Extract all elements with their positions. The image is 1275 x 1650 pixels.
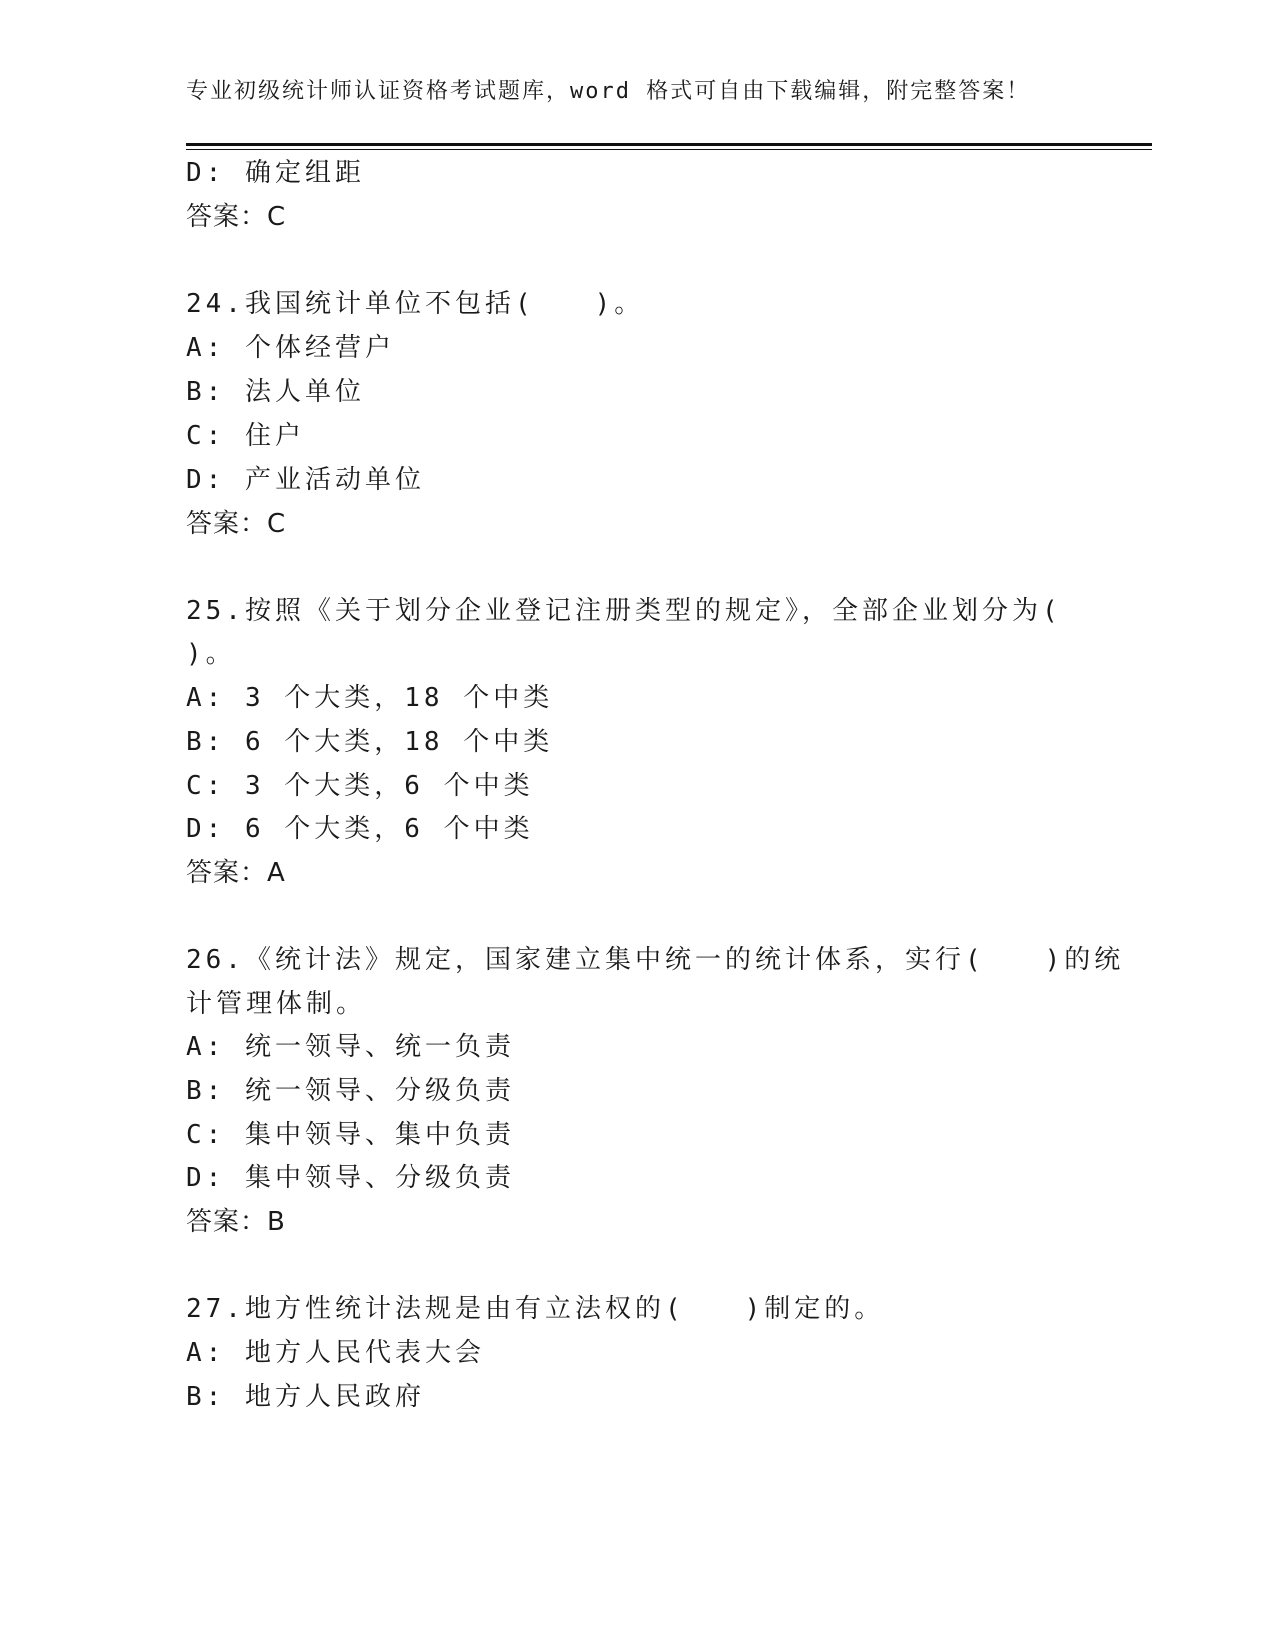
- option-line: A: 个体经营户: [186, 333, 395, 363]
- answer-line: 答案：C: [186, 202, 287, 232]
- option-line: D: 集中领导、分级负责: [186, 1163, 515, 1193]
- option-line: B: 法人单位: [186, 377, 365, 407]
- option-line: A: 3 个大类，18 个中类: [186, 683, 554, 713]
- question-line: 26.《统计法》规定，国家建立集中统一的统计体系，实行( )的统: [186, 945, 1125, 975]
- question-line: 24.我国统计单位不包括( )。: [186, 289, 645, 319]
- question-line: 计管理体制。: [186, 989, 367, 1019]
- option-line: A: 地方人民代表大会: [186, 1338, 485, 1368]
- header-rule-thick: [186, 143, 1152, 146]
- answer-line: 答案：C: [186, 509, 287, 539]
- header-rule-thin: [186, 149, 1152, 150]
- option-line: B: 统一领导、分级负责: [186, 1076, 515, 1106]
- answer-line: 答案：A: [186, 858, 286, 888]
- page-header: 专业初级统计师认证资格考试题库，word 格式可自由下载编辑，附完整答案！: [186, 79, 1031, 104]
- option-line: D: 6 个大类，6 个中类: [186, 814, 534, 844]
- option-line: B: 6 个大类，18 个中类: [186, 727, 554, 757]
- question-line: )。: [186, 639, 236, 669]
- option-line: C: 集中领导、集中负责: [186, 1120, 515, 1150]
- option-line: A: 统一领导、统一负责: [186, 1032, 515, 1062]
- option-line: B: 地方人民政府: [186, 1382, 425, 1412]
- question-line: 25.按照《关于划分企业登记注册类型的规定》，全部企业划分为(: [186, 596, 1062, 626]
- option-line: D: 确定组距: [186, 158, 365, 188]
- answer-line: 答案：B: [186, 1207, 286, 1237]
- option-line: C: 住户: [186, 421, 305, 451]
- option-line: C: 3 个大类，6 个中类: [186, 771, 534, 801]
- option-line: D: 产业活动单位: [186, 465, 425, 495]
- question-line: 27.地方性统计法规是由有立法权的( )制定的。: [186, 1294, 885, 1324]
